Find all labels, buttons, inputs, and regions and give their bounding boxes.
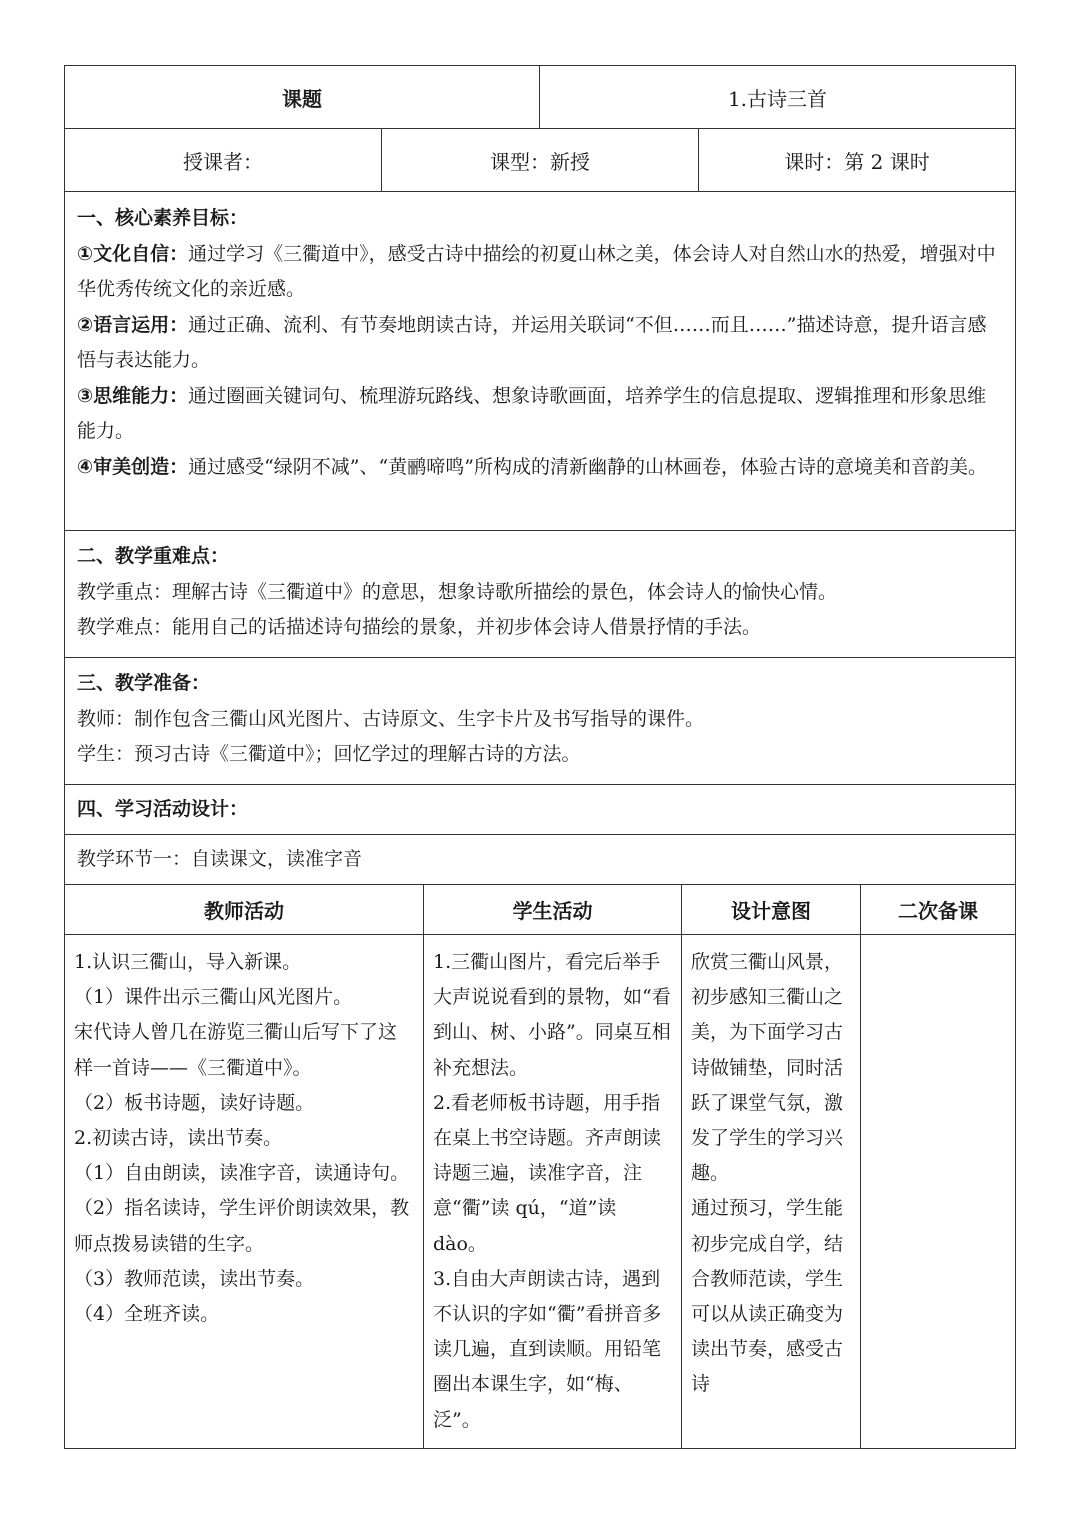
goal-text: 通过正确、流利、有节奏地朗读古诗，并运用关联词“不但……而且……”描述诗意，提升语言感悟与表达能力。 <box>77 313 987 371</box>
teacher-line: 宋代诗人曾几在游览三衢山后写下了这样一首诗——《三衢道中》。 <box>74 1021 398 1079</box>
topic-row <box>65 66 1015 129</box>
keypoint-line: 教学难点：能用自己的话描述诗句描绘的景象，并初步体会诗人借景抒情的手法。 <box>77 616 762 638</box>
teacher-line: （2）板书诗题，读好诗题。 <box>74 1091 315 1114</box>
prep-line: 教师：制作包含三衢山风光图片、古诗原文、生字卡片及书写指导的课件。 <box>77 707 705 730</box>
intent-line: 欣赏三衢山风景，初步感知三衢山之美，为下面学习古诗做铺垫，同时活跃了课堂气氛，激发了学生的学习兴趣。 <box>691 951 844 1185</box>
second-revision[interactable] <box>861 935 1015 1448</box>
lesson-type: 课型：新授 <box>382 129 699 191</box>
goal-item <box>77 379 1005 450</box>
topic-label: 课题 <box>65 66 540 128</box>
keypoints-heading: 二、教学重难点： <box>77 545 230 567</box>
intent-line: 通过预习，学生能初步完成自学，结合教师范读，学生可以从读正确变为读出节奏，感受古诗 <box>691 1197 844 1396</box>
goal-text: 通过圈画关键词句、梳理游玩路线、想象诗歌画面，培养学生的信息提取、逻辑推理和形象思维能力。 <box>77 384 987 442</box>
goals-heading: 一、核心素养目标： <box>77 207 249 229</box>
stage-row <box>65 835 1015 885</box>
teacher-line: （4）全班齐读。 <box>74 1303 220 1326</box>
design-intent <box>682 935 861 1448</box>
teacher-line: （1）课件出示三衢山风光图片。 <box>74 986 353 1009</box>
design-heading: 四、学习活动设计： <box>77 798 249 820</box>
goal-label: ④审美创造： <box>77 455 189 478</box>
goal-item <box>77 450 1005 486</box>
column-header: 设计意图 <box>682 885 861 934</box>
column-header-row <box>65 885 1015 935</box>
teacher-line: （3）教师范读，读出节奏。 <box>74 1267 315 1290</box>
student-line: 1.三衢山图片，看完后举手大声说说看到的景物，如“看到山、树、小路”。同桌互相补充想法。 <box>433 951 671 1079</box>
keypoints-section <box>65 531 1015 658</box>
column-header: 教师活动 <box>65 885 424 934</box>
design-heading-row <box>65 785 1015 835</box>
column-header: 二次备课 <box>898 899 978 923</box>
goal-item <box>77 308 1005 379</box>
student-line: 2.看老师板书诗题，用手指在桌上书空诗题。齐声朗读诗题三遍，读准字音，注意“衢”读 qú，“道”读 dào。 <box>433 1091 662 1255</box>
teacher-line: （1）自由朗读，读准字音，读通诗句。 <box>74 1162 410 1185</box>
prep-line: 学生：预习古诗《三衢道中》；回忆学过的理解古诗的方法。 <box>77 743 581 765</box>
goal-label: ①文化自信： <box>77 242 189 265</box>
stage-title: 教学环节一：自读课文，读准字音 <box>77 848 363 870</box>
teacher-line: 1.认识三衢山，导入新课。 <box>74 951 302 973</box>
goal-item <box>77 237 1005 308</box>
prep-heading: 三、教学准备： <box>77 672 211 694</box>
goal-text: 通过感受“绿阴不减”、“黄鹂啼鸣”所构成的清新幽静的山林画卷，体验古诗的意境美和音韵美。 <box>188 455 987 478</box>
prep-section <box>65 658 1015 785</box>
teacher-label: 授课者： <box>65 129 382 191</box>
topic-value: 1.古诗三首 <box>727 86 828 111</box>
goal-label: ②语言运用： <box>77 313 189 336</box>
lesson-plan-table <box>64 65 1016 1449</box>
student-activity <box>424 935 682 1448</box>
column-header: 学生活动 <box>424 885 682 934</box>
goal-text: 通过学习《三衢道中》，感受古诗中描绘的初夏山林之美，体会诗人对自然山水的热爱，增强对中华优秀传统文化的亲近感。 <box>77 242 996 300</box>
teacher-line: 2.初读古诗，读出节奏。 <box>74 1127 283 1150</box>
keypoint-line: 教学重点：理解古诗《三衢道中》的意思，想象诗歌所描绘的景色，体会诗人的愉快心情。 <box>77 580 838 603</box>
teacher-line: （2）指名读诗，学生评价朗读效果，教师点拨易读错的生字。 <box>74 1197 410 1255</box>
lesson-period: 课时：第 2 课时 <box>784 149 930 174</box>
goal-label: ③思维能力： <box>77 384 189 407</box>
teacher-activity <box>65 935 424 1448</box>
goals-section <box>65 192 1015 531</box>
meta-row <box>65 129 1015 192</box>
student-line: 3.自由大声朗读古诗，遇到不认识的字如“衢”看拼音多读几遍，直到读顺。用铅笔圈出本课生字，如“梅、泛”。 <box>433 1267 662 1431</box>
activity-content-row <box>65 935 1015 1448</box>
